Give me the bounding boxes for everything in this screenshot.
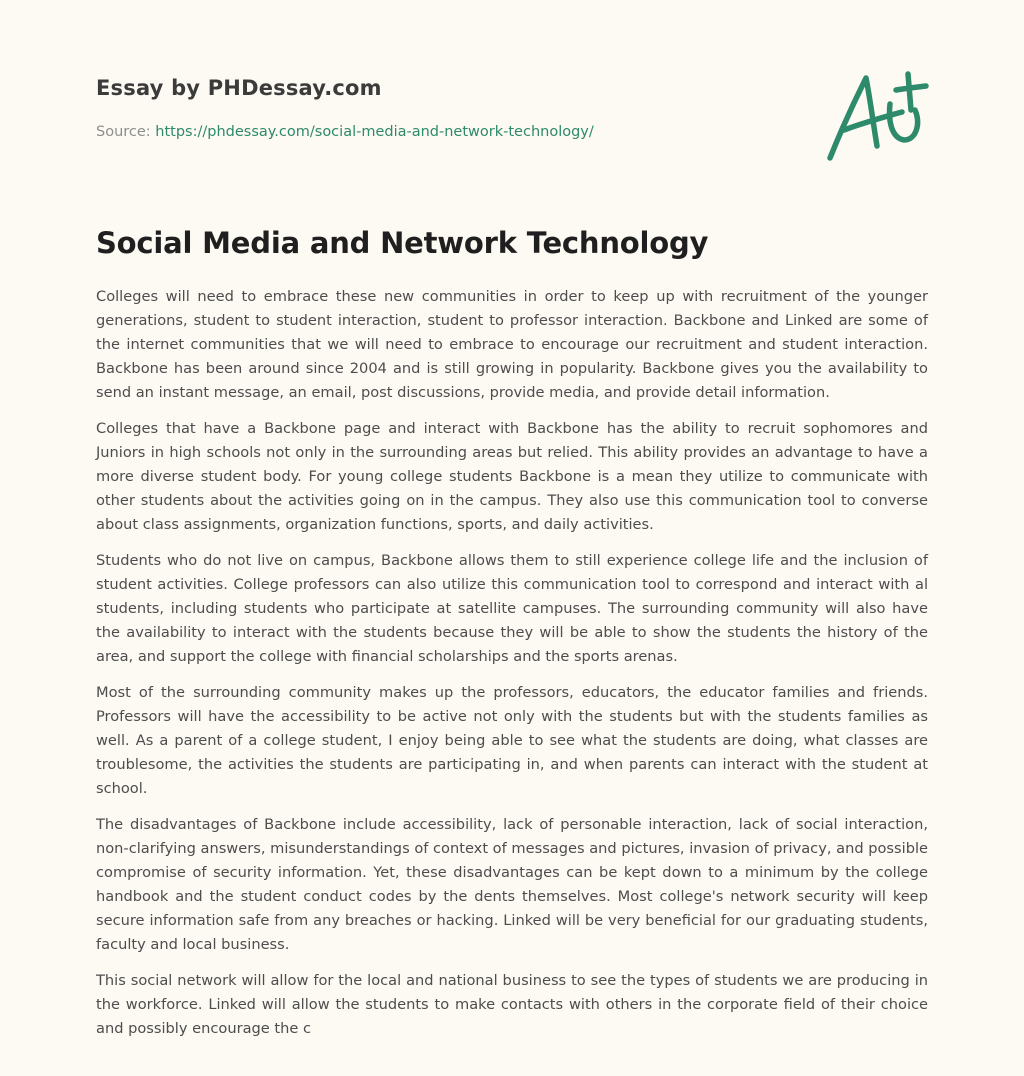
a-plus-icon [820, 66, 930, 166]
essay-paragraph: Colleges will need to embrace these new communities in order to keep up with recruitment of the younger generations, student to student interaction, student to professor interaction. Backbone and Linked are some of the internet communities that we will need to embrace to encourage our recruitment and student interaction. Backbone has been around since 2004 and is still growing in popularity. Backbone gives you the availability to send an instant message, an email, post discussions, provide media, and provide detail information. [96, 288, 928, 401]
essay-paragraph: The disadvantages of Backbone include accessibility, lack of personable interaction, lack of social interaction, non-clarifying answers, misunderstandings of context of messages and pictures, invasion of privacy, and possible compromise of security information. Yet, these disadvantages can be kept down to a minimum by the college handbook and the student conduct codes by the dents themselves. Most college's network security will keep secure information safe from any breaches or hacking. Linked will be very beneficial for our graduating students, faculty and local business. [96, 816, 928, 953]
brand-title: Essay by PHDessay.com [96, 76, 382, 100]
essay-body [96, 285, 928, 1053]
source-link[interactable]: https://phdessay.com/social-media-and-network-technology/ [155, 124, 594, 140]
essay-paragraph: Most of the surrounding community makes up the professors, educators, the educator families and friends. Professors will have the accessibility to be active not only with the students but with the students families as well. As a parent of a college student, I enjoy being able to see what the students are doing, what classes are troublesome, the activities the students are participating in, and when parents can interact with the student at school. [96, 684, 928, 797]
essay-paragraph: This social network will allow for the local and national business to see the types of students we are producing in the workforce. Linked will allow the students to make contacts with others in the corporate field of their choice and possibly encourage the c [96, 972, 928, 1037]
source-line [96, 124, 594, 140]
essay-paragraph: Students who do not live on campus, Backbone allows them to still experience college life and the inclusion of student activities. College professors can also utilize this communication tool to correspond and interact with al students, including students who participate at satellite campuses. The surrounding community will also have the availability to interact with the students because they will be able to show the students the history of the area, and support the college with financial scholarships and the sports arenas. [96, 552, 928, 665]
essay-paragraph: Colleges that have a Backbone page and interact with Backbone has the ability to recruit sophomores and Juniors in high schools not only in the surrounding areas but relied. This ability provides an advantage to have a more diverse student body. For young college students Backbone is a mean they utilize to communicate with other students about the activities going on in the campus. They also use this communication tool to converse about class assignments, organization functions, sports, and daily activities. [96, 420, 928, 533]
essay-title: Social Media and Network Technology [96, 226, 709, 260]
source-label: Source: [96, 124, 156, 140]
